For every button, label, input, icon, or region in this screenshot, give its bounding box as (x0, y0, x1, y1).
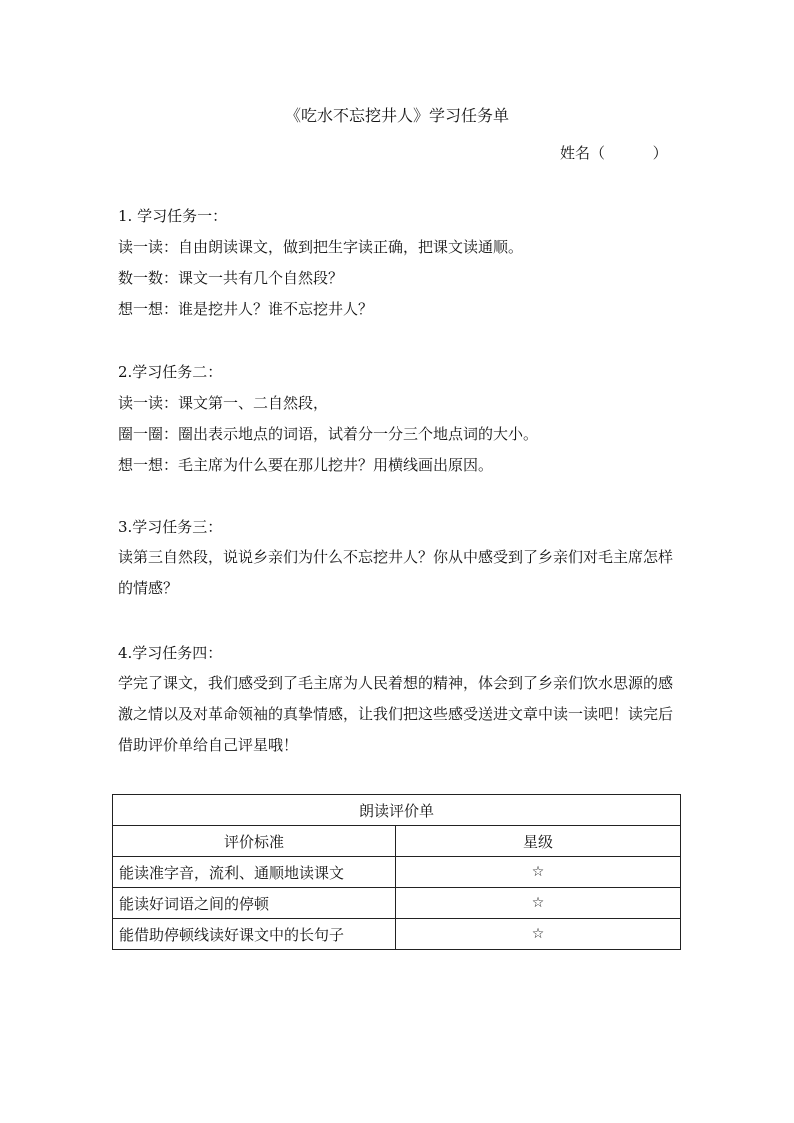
task2-line-think: 想一想：毛主席为什么要在那儿挖井？用横线画出原因。 (118, 456, 494, 474)
table-row (113, 919, 681, 950)
star-rating-icon: ☆ (396, 919, 681, 950)
table-row (113, 888, 681, 919)
table-row (113, 857, 681, 888)
criterion-cell: 能读好词语之间的停顿 (113, 888, 396, 919)
page-title: 《吃水不忘挖井人》学习任务单 (284, 106, 509, 125)
table-title-row (113, 795, 681, 826)
table-header-row (113, 826, 681, 857)
task1-line-read: 读一读：自由朗读课文，做到把生字读正确，把课文读通顺。 (118, 238, 524, 256)
header-criterion: 评价标准 (113, 826, 396, 857)
task3-heading: 3.学习任务三： (118, 518, 223, 536)
task4-heading: 4.学习任务四： (118, 644, 223, 662)
task3-text: 读第三自然段，说说乡亲们为什么不忘挖井人？你从中感受到了乡亲们对毛主席怎样的情感？ (118, 548, 674, 597)
header-stars: 星级 (396, 826, 681, 857)
task1-line-count: 数一数：课文一共有几个自然段？ (118, 269, 344, 287)
task1-line-think: 想一想：谁是挖井人？谁不忘挖井人？ (118, 300, 374, 318)
table-title: 朗读评价单 (113, 795, 681, 826)
star-rating-icon: ☆ (396, 888, 681, 919)
name-field-label: 姓名（ ） (560, 144, 668, 162)
star-rating-icon: ☆ (396, 857, 681, 888)
task2-heading: 2.学习任务二： (118, 363, 223, 381)
task1-heading: 1. 学习任务一： (118, 207, 228, 225)
task2-line-circle: 圈一圈：圈出表示地点的词语，试着分一分三个地点词的大小。 (118, 425, 539, 443)
criterion-cell: 能借助停顿线读好课文中的长句子 (113, 919, 396, 950)
reading-evaluation-table (112, 794, 681, 950)
task2-line-read: 读一读：课文第一、二自然段， (118, 394, 329, 412)
criterion-cell: 能读准字音，流利、通顺地读课文 (113, 857, 396, 888)
task4-text: 学完了课文，我们感受到了毛主席为人民着想的精神，体会到了乡亲们饮水思源的感激之情以及对革命领袖的真挚情感，让我们把这些感受送进文章中读一读吧！读完后借助评价单给自己评星哦！ (118, 674, 674, 754)
